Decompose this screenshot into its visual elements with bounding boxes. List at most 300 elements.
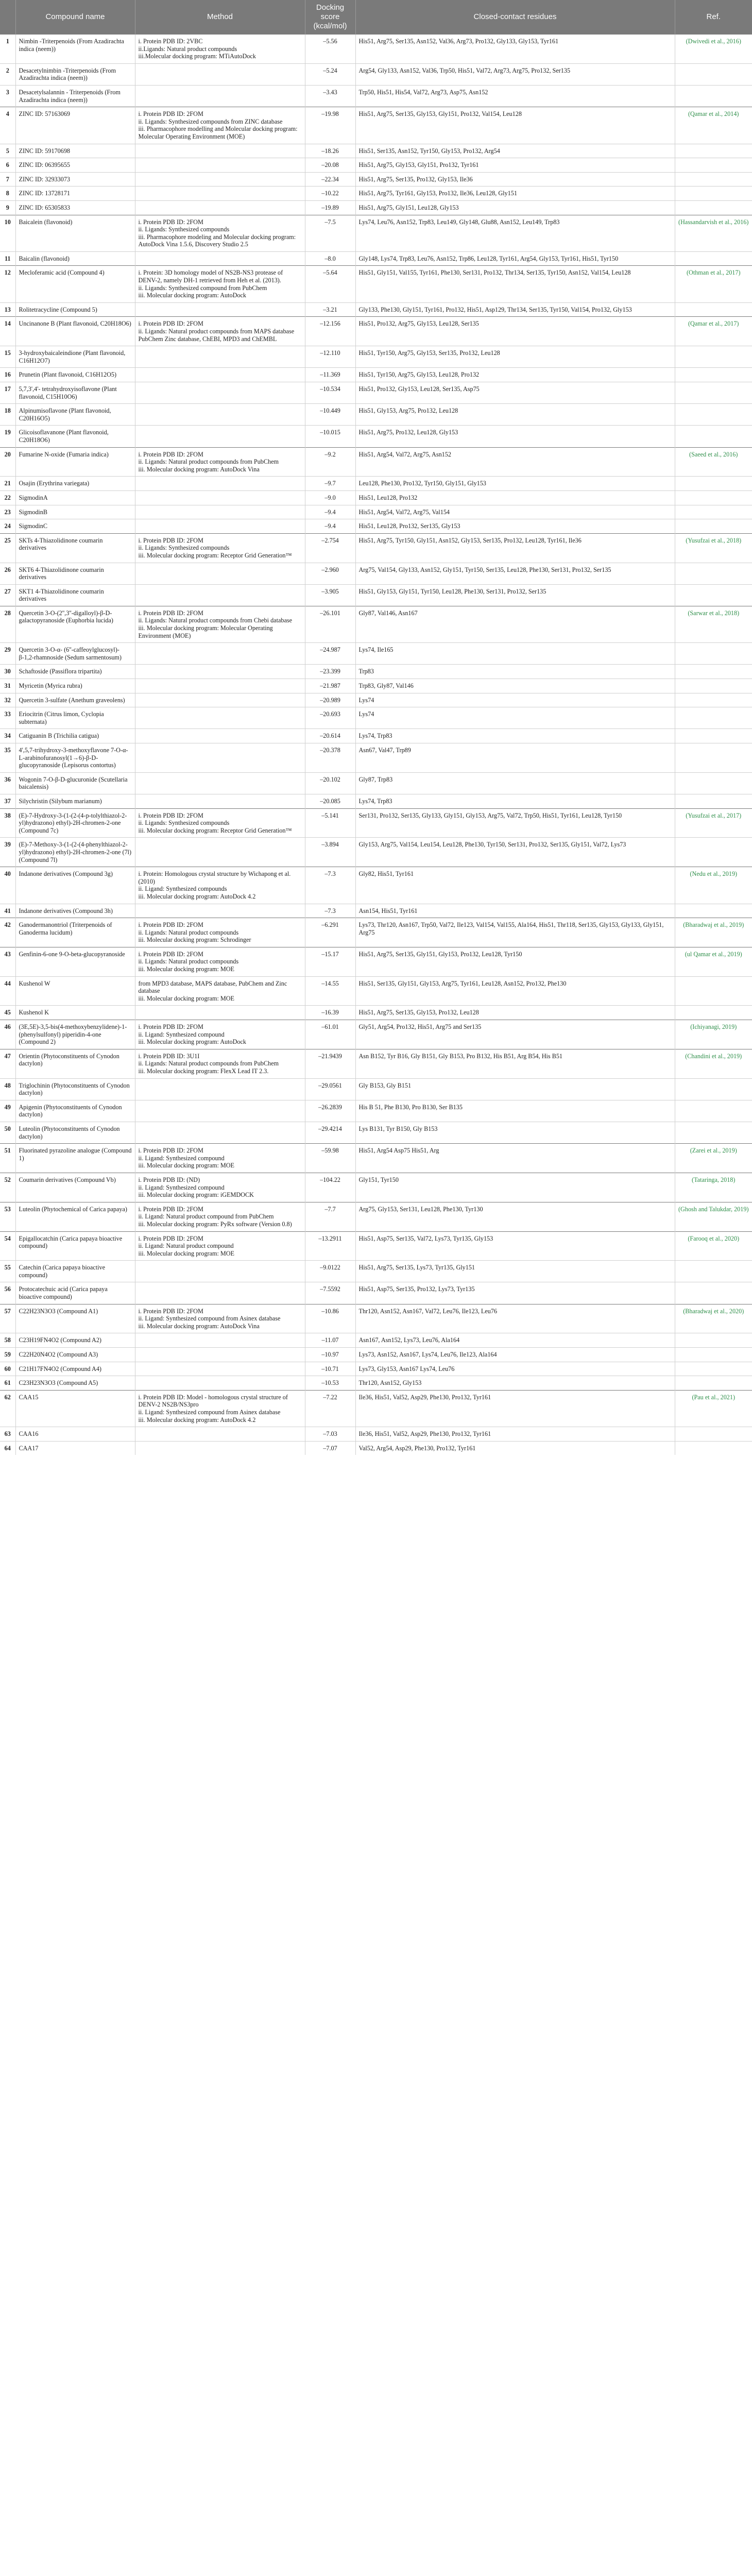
reference-link[interactable]: (Saeed et al., 2016) xyxy=(675,447,752,477)
reference-link xyxy=(675,665,752,679)
compound-name: (E)-7-Methoxy-3-(1-(2-(4-phenylthiazol-2-yl)hydrazono) ethyl)-2H-chromen-2-one (7l) (Compound 7l) xyxy=(15,838,135,867)
contact-residues: Trp50, His51, His54, Val72, Arg73, Asp75, Asn152 xyxy=(355,85,675,107)
method-cell xyxy=(135,707,305,729)
table-row xyxy=(0,1020,752,1049)
compound-name: Rolitetracycline (Compound 5) xyxy=(15,302,135,317)
row-number: 57 xyxy=(0,1304,15,1333)
reference-link xyxy=(675,1362,752,1376)
docking-score: –11.369 xyxy=(305,368,355,382)
docking-score: –7.03 xyxy=(305,1427,355,1442)
reference-link xyxy=(675,693,752,707)
method-cell xyxy=(135,838,305,867)
method-cell xyxy=(135,144,305,158)
docking-score: –10.53 xyxy=(305,1376,355,1391)
contact-residues: His51, Asp75, Ser135, Pro132, Lys73, Tyr135 xyxy=(355,1282,675,1304)
row-number: 10 xyxy=(0,215,15,251)
reference-link[interactable]: (Hassandarvish et al., 2016) xyxy=(675,215,752,251)
reference-link[interactable]: (Othman et al., 2017) xyxy=(675,266,752,302)
docking-score: –29.0561 xyxy=(305,1078,355,1100)
docking-score: –12.110 xyxy=(305,346,355,368)
docking-score: –20.693 xyxy=(305,707,355,729)
method-cell xyxy=(135,404,305,426)
row-number: 28 xyxy=(0,606,15,642)
method-cell xyxy=(135,1348,305,1362)
compound-name: Baicalin (flavonoid) xyxy=(15,251,135,266)
table-header xyxy=(0,0,752,35)
table-row xyxy=(0,794,752,808)
row-number: 36 xyxy=(0,772,15,794)
docking-score: –16.39 xyxy=(305,1006,355,1020)
compound-name: ZINC ID: 57163069 xyxy=(15,107,135,144)
table-row xyxy=(0,346,752,368)
docking-score: –26.101 xyxy=(305,606,355,642)
contact-residues: Val52, Arg54, Asp29, Phe130, Pro132, Tyr161 xyxy=(355,1441,675,1455)
compound-name: Luteolin (Phytochemical of Carica papaya) xyxy=(15,1202,135,1231)
docking-score: –19.98 xyxy=(305,107,355,144)
compound-name: C21H17FN4O2 (Compound A4) xyxy=(15,1362,135,1376)
compound-name: ZINC ID: 32933073 xyxy=(15,172,135,187)
table-row xyxy=(0,490,752,505)
compound-name: Triglochinin (Phytoconstituents of Cynodon dactylon) xyxy=(15,1078,135,1100)
reference-link[interactable]: (Ichiyanagi, 2019) xyxy=(675,1020,752,1049)
table-row xyxy=(0,743,752,773)
header-method: Method xyxy=(135,0,305,35)
compound-name: 3-hydroxybaicaleindione (Plant flavonoid, C16H12O7) xyxy=(15,346,135,368)
table-row xyxy=(0,1376,752,1391)
method-cell xyxy=(135,505,305,519)
method-cell xyxy=(135,693,305,707)
method-cell xyxy=(135,584,305,606)
reference-link[interactable]: (Sarwar et al., 2018) xyxy=(675,606,752,642)
table-row xyxy=(0,533,752,563)
contact-residues: His51, Arg75, Gly153, Gly151, Pro132, Tyr161 xyxy=(355,158,675,173)
compound-name: Desacetylsalannin - Triterpenoids (From Azadirachta indica (neem)) xyxy=(15,85,135,107)
compound-name: Genfinin-6-one 9-O-beta-glucopyranoside xyxy=(15,947,135,976)
table-row xyxy=(0,1006,752,1020)
table-row xyxy=(0,63,752,85)
reference-link xyxy=(675,1333,752,1348)
contact-residues: Lys74, Trp83 xyxy=(355,794,675,808)
method-cell xyxy=(135,1427,305,1442)
contact-residues: His51, Gly151, Val155, Tyr161, Phe130, Ser131, Pro132, Thr134, Ser135, Tyr150, Asn152, Val154, Leu128 xyxy=(355,266,675,302)
row-number: 1 xyxy=(0,35,15,64)
row-number: 24 xyxy=(0,519,15,534)
row-number: 63 xyxy=(0,1427,15,1442)
table-row xyxy=(0,368,752,382)
method-cell xyxy=(135,187,305,201)
reference-link xyxy=(675,404,752,426)
contact-residues: His51, Arg75, Ser135, Asn152, Val36, Arg73, Pro132, Gly133, Gly153, Tyr161 xyxy=(355,35,675,64)
method-cell: i. Protein PDB ID: 2FOM ii. Ligands: Synthesized compounds iii. Molecular docking program: Receptor Grid Generation™ xyxy=(135,533,305,563)
method-cell: i. Protein PDB ID: 2FOM ii. Ligand: Natural product compound from PubChem iii. Molecular docking program: PyRx software (Version 0.8) xyxy=(135,1202,305,1231)
row-number: 60 xyxy=(0,1362,15,1376)
reference-link[interactable]: (Chandini et al., 2019) xyxy=(675,1049,752,1078)
contact-residues: His51, Arg54 Asp75 His51, Arg xyxy=(355,1144,675,1173)
method-cell xyxy=(135,904,305,918)
compound-name: Ganodermanontriol (Triterpenoids of Ganoderma lucidum) xyxy=(15,918,135,947)
reference-link xyxy=(675,426,752,447)
method-cell: i. Protein PDB ID: 2FOM ii. Ligands: Natural product compounds iii. Molecular docking program: MOE xyxy=(135,947,305,976)
reference-link xyxy=(675,63,752,85)
method-cell: i. Protein PDB ID: 2FOM ii. Ligands: Natural product compounds from Chebi database iii. Molecular docking program: Molecular Operating Environment (MOE) xyxy=(135,606,305,642)
reference-link xyxy=(675,1100,752,1122)
table-row xyxy=(0,1144,752,1173)
docking-score: –20.08 xyxy=(305,158,355,173)
compound-name: (E)-7-Hydroxy-3-(1-(2-(4-p-tolylthiazol-2-yl)hydrazono) ethyl)-2H-chromen-2-one (Compound 7c) xyxy=(15,808,135,838)
docking-score: –10.22 xyxy=(305,187,355,201)
row-number: 29 xyxy=(0,643,15,665)
compound-name: Glicoisoflavanone (Plant flavonoid, C20H18O6) xyxy=(15,426,135,447)
reference-link xyxy=(675,743,752,773)
reference-link xyxy=(675,563,752,584)
compound-name: Fluorinated pyrazoline analogue (Compound 1) xyxy=(15,1144,135,1173)
docking-score: –7.5 xyxy=(305,215,355,251)
compound-name: Protocatechuic acid (Carica papaya bioactive compound) xyxy=(15,1282,135,1304)
reference-link xyxy=(675,172,752,187)
table-row xyxy=(0,729,752,743)
compound-name: CAA17 xyxy=(15,1441,135,1455)
compound-name: Catechin (Carica papaya bioactive compound) xyxy=(15,1261,135,1282)
table-row xyxy=(0,643,752,665)
reference-link xyxy=(675,158,752,173)
row-number: 44 xyxy=(0,976,15,1006)
compound-name: ZINC ID: 65305833 xyxy=(15,200,135,215)
table-row xyxy=(0,665,752,679)
contact-residues: Gly153, Arg75, Val154, Leu154, Leu128, Phe130, Tyr150, Ser131, Pro132, Ser135, Gly151, Val72, Lys73 xyxy=(355,838,675,867)
row-number: 34 xyxy=(0,729,15,743)
compound-name: Orientin (Phytoconstituents of Cynodon dactylon) xyxy=(15,1049,135,1078)
reference-link[interactable]: (Zarei et al., 2019) xyxy=(675,1144,752,1173)
table-row xyxy=(0,584,752,606)
table-row xyxy=(0,563,752,584)
method-cell: i. Protein PDB ID: 2FOM ii. Ligand: Synthesized compound iii. Molecular docking program: MOE xyxy=(135,1144,305,1173)
contact-residues: Gly87, Trp83 xyxy=(355,772,675,794)
method-cell xyxy=(135,794,305,808)
docking-score: –10.449 xyxy=(305,404,355,426)
docking-score: –104.22 xyxy=(305,1173,355,1202)
docking-score: –2.960 xyxy=(305,563,355,584)
method-cell: i. Protein: 3D homology model of NS2B-NS3 protease of DENV-2, namely DH-1 retrieved from Heh et al. (2013). ii. Ligands: Synthesized compound from PubChem iii. Molecular docking program: AutoDock xyxy=(135,266,305,302)
row-number: 30 xyxy=(0,665,15,679)
table-row xyxy=(0,693,752,707)
method-cell: i. Protein PDB ID: 2FOM ii. Ligands: Natural product compounds from MAPS database PubChem Zinc database, ChEBI, MPD3 and ChEMBL xyxy=(135,317,305,346)
row-number: 8 xyxy=(0,187,15,201)
compound-name: SKT1 4-Thiazolidinone coumarin derivatives xyxy=(15,584,135,606)
contact-residues: Lys74 xyxy=(355,693,675,707)
compound-name: Coumarin derivatives (Compound Vb) xyxy=(15,1173,135,1202)
table-row xyxy=(0,867,752,904)
contact-residues: His51, Tyr150, Arg75, Gly153, Leu128, Pro132 xyxy=(355,368,675,382)
method-cell xyxy=(135,519,305,534)
contact-residues: His51, Asp75, Ser135, Val72, Lys73, Tyr135, Gly153 xyxy=(355,1231,675,1261)
reference-link[interactable]: (Dwivedi et al., 2016) xyxy=(675,35,752,64)
reference-link[interactable]: (Yusufzai et al., 2017) xyxy=(675,808,752,838)
table-row xyxy=(0,302,752,317)
contact-residues: His51, Arg75, Gly151, Leu128, Gly153 xyxy=(355,200,675,215)
table-body xyxy=(0,35,752,1455)
contact-residues: His51, Tyr150, Arg75, Gly153, Ser135, Pro132, Leu128 xyxy=(355,346,675,368)
docking-score: –22.34 xyxy=(305,172,355,187)
reference-link xyxy=(675,187,752,201)
compound-name: SKTs 4-Thiazolidinone coumarin derivatives xyxy=(15,533,135,563)
reference-link xyxy=(675,200,752,215)
method-cell xyxy=(135,85,305,107)
docking-score: –7.5592 xyxy=(305,1282,355,1304)
row-number: 53 xyxy=(0,1202,15,1231)
docking-score: –9.4 xyxy=(305,505,355,519)
reference-link xyxy=(675,144,752,158)
row-number: 20 xyxy=(0,447,15,477)
table-row xyxy=(0,1427,752,1442)
compound-name: Prunetin (Plant flavonoid, C16H12O5) xyxy=(15,368,135,382)
compound-name: Alpinumisoflavone (Plant flavonoid, C20H16O5) xyxy=(15,404,135,426)
compound-name: Catiguanin B (Trichilia catigua) xyxy=(15,729,135,743)
contact-residues: His51, Leu128, Pro132, Ser135, Gly153 xyxy=(355,519,675,534)
reference-link[interactable]: (Qamar et al., 2014) xyxy=(675,107,752,144)
compound-name: Silychristin (Silybum marianum) xyxy=(15,794,135,808)
contact-residues: His51, Arg75, Ser135, Gly153, Pro132, Leu128 xyxy=(355,1006,675,1020)
docking-score: –10.71 xyxy=(305,1362,355,1376)
contact-residues: His51, Gly153, Arg75, Pro132, Leu128 xyxy=(355,404,675,426)
table-row xyxy=(0,426,752,447)
docking-score: –18.26 xyxy=(305,144,355,158)
reference-link xyxy=(675,838,752,867)
table-row xyxy=(0,215,752,251)
contact-residues: Arg54, Gly133, Asn152, Val36, Trp50, His51, Val72, Arg73, Arg75, Pro132, Ser135 xyxy=(355,63,675,85)
contact-residues: His51, Gly153, Gly151, Tyr150, Leu128, Phe130, Ser131, Pro132, Ser135 xyxy=(355,584,675,606)
contact-residues: Gly87, Val146, Asn167 xyxy=(355,606,675,642)
reference-link[interactable]: (Yusufzai et al., 2018) xyxy=(675,533,752,563)
table-row xyxy=(0,187,752,201)
table-row xyxy=(0,382,752,404)
row-number: 23 xyxy=(0,505,15,519)
method-cell xyxy=(135,1006,305,1020)
reference-link xyxy=(675,1348,752,1362)
table-row xyxy=(0,477,752,491)
docking-score: –21.987 xyxy=(305,679,355,693)
reference-link xyxy=(675,1261,752,1282)
contact-residues: Lys73, Thr120, Asn167, Trp50, Val72, Ile123, Val154, Val155, Ala164, His51, Thr118, Ser135, Gly153, Gly133, Gly151, Arg75 xyxy=(355,918,675,947)
reference-link[interactable]: (Farooq et al., 2020) xyxy=(675,1231,752,1261)
contact-residues: Ser131, Pro132, Ser135, Gly133, Gly151, Gly153, Arg75, Val72, Trp50, His51, Tyr161, Leu128, Tyr150 xyxy=(355,808,675,838)
table-row xyxy=(0,266,752,302)
method-cell xyxy=(135,346,305,368)
row-number: 13 xyxy=(0,302,15,317)
reference-link xyxy=(675,1427,752,1442)
reference-link xyxy=(675,368,752,382)
reference-link xyxy=(675,1122,752,1143)
row-number: 37 xyxy=(0,794,15,808)
docking-score: –7.7 xyxy=(305,1202,355,1231)
docking-score: –6.291 xyxy=(305,918,355,947)
header-index xyxy=(0,0,15,35)
row-number: 32 xyxy=(0,693,15,707)
reference-link xyxy=(675,1441,752,1455)
reference-link xyxy=(675,976,752,1006)
table-row xyxy=(0,1304,752,1333)
table-row xyxy=(0,251,752,266)
row-number: 59 xyxy=(0,1348,15,1362)
reference-link xyxy=(675,519,752,534)
reference-link xyxy=(675,1282,752,1304)
docking-score: –3.21 xyxy=(305,302,355,317)
compound-name: Schaftoside (Passiflora tripartita) xyxy=(15,665,135,679)
table-row xyxy=(0,1202,752,1231)
reference-link xyxy=(675,1078,752,1100)
table-row xyxy=(0,1390,752,1427)
reference-link xyxy=(675,490,752,505)
table-row xyxy=(0,606,752,642)
method-cell: i. Protein PDB ID: 2FOM ii. Ligand: Natural product compound iii. Molecular docking program: MOE xyxy=(135,1231,305,1261)
contact-residues: His51, Arg75, Ser135, Gly151, Gly153, Pro132, Leu128, Tyr150 xyxy=(355,947,675,976)
compound-name: CAA16 xyxy=(15,1427,135,1442)
reference-link xyxy=(675,1006,752,1020)
reference-link xyxy=(675,85,752,107)
contact-residues: Gly148, Lys74, Trp83, Leu76, Asn152, Trp86, Leu128, Tyr161, Arg54, Gly153, Tyr161, His51, Tyr150 xyxy=(355,251,675,266)
reference-link xyxy=(675,1376,752,1391)
contact-residues: Asn B152, Tyr B16, Gly B151, Gly B153, Pro B132, His B51, Arg B54, His B51 xyxy=(355,1049,675,1078)
contact-residues: Leu128, Phe130, Pro132, Tyr150, Gly151, Gly153 xyxy=(355,477,675,491)
contact-residues: Gly133, Phe130, Gly151, Tyr161, Pro132, His51, Asp129, Thr134, Ser135, Tyr150, Val154, Pro132, Gly153 xyxy=(355,302,675,317)
compound-name: C23H19FN4O2 (Compound A2) xyxy=(15,1333,135,1348)
row-number: 42 xyxy=(0,918,15,947)
row-number: 9 xyxy=(0,200,15,215)
table-row xyxy=(0,707,752,729)
method-cell xyxy=(135,1100,305,1122)
method-cell xyxy=(135,1122,305,1143)
method-cell xyxy=(135,563,305,584)
row-number: 33 xyxy=(0,707,15,729)
reference-link[interactable]: (Bharadwaj et al., 2020) xyxy=(675,1304,752,1333)
method-cell: from MPD3 database, MAPS database, PubChem and Zinc database iii. Molecular docking program: MOE xyxy=(135,976,305,1006)
contact-residues: Lys74, Ile165 xyxy=(355,643,675,665)
table-row xyxy=(0,1261,752,1282)
reference-link xyxy=(675,679,752,693)
docking-score: –5.56 xyxy=(305,35,355,64)
row-number: 18 xyxy=(0,404,15,426)
row-number: 21 xyxy=(0,477,15,491)
row-number: 56 xyxy=(0,1282,15,1304)
row-number: 52 xyxy=(0,1173,15,1202)
method-cell: i. Protein PDB ID: (ND) ii. Ligand: Synthesized compound iii. Molecular docking program: iGEMDOCK xyxy=(135,1173,305,1202)
compound-name: 4',5,7-trihydroxy-3-methoxyflavone 7-O-α-L-arabinofuranosyl(1→6)-β-D-glucopyranoside (Lepisorus contortus) xyxy=(15,743,135,773)
table-row xyxy=(0,1362,752,1376)
docking-score: –26.2839 xyxy=(305,1100,355,1122)
method-cell xyxy=(135,302,305,317)
contact-residues: Lys B131, Tyr B150, Gly B153 xyxy=(355,1122,675,1143)
contact-residues: His51, Pro132, Arg75, Gly153, Leu128, Ser135 xyxy=(355,317,675,346)
docking-score: –20.102 xyxy=(305,772,355,794)
docking-score: –7.3 xyxy=(305,867,355,904)
method-cell: i. Protein PDB ID: 2FOM ii. Ligands: Synthesized compounds iii. Pharmacophore modeling and Molecular docking program: AutoDock Vina 1.5.6, Discovery Studio 2.5 xyxy=(135,215,305,251)
compound-name: Wogonin 7-O-β-D-glucuronide (Scutellaria baicalensis) xyxy=(15,772,135,794)
compound-name: SigmodinC xyxy=(15,519,135,534)
table-row xyxy=(0,35,752,64)
compound-name: ZINC ID: 13728171 xyxy=(15,187,135,201)
reference-link[interactable]: (Qamar et al., 2017) xyxy=(675,317,752,346)
docking-score: –29.4214 xyxy=(305,1122,355,1143)
reference-link[interactable]: (Bharadwaj et al., 2019) xyxy=(675,918,752,947)
reference-link[interactable]: (Pau et al., 2021) xyxy=(675,1390,752,1427)
method-cell xyxy=(135,63,305,85)
docking-score: –10.015 xyxy=(305,426,355,447)
contact-residues: Lys74, Trp83 xyxy=(355,729,675,743)
compound-name: 5,7,3',4'- tetrahydroxyisoflavone (Plant flavonoid, C15H10O6) xyxy=(15,382,135,404)
row-number: 27 xyxy=(0,584,15,606)
reference-link xyxy=(675,729,752,743)
method-cell: i. Protein PDB ID: 2FOM ii. Ligands: Synthesized compounds from ZINC database iii. Pharmacophore modelling and Molecular docking program: Molecular Operating Environment (MOE) xyxy=(135,107,305,144)
reference-link xyxy=(675,794,752,808)
compound-name: Quercetin 3-sulfate (Anethum graveolens) xyxy=(15,693,135,707)
table-row xyxy=(0,808,752,838)
reference-link xyxy=(675,302,752,317)
docking-score: –13.2911 xyxy=(305,1231,355,1261)
header-ref: Ref. xyxy=(675,0,752,35)
contact-residues: His51, Arg54, Val72, Arg75, Asn152 xyxy=(355,447,675,477)
docking-score: –23.399 xyxy=(305,665,355,679)
docking-score: –61.01 xyxy=(305,1020,355,1049)
table-row xyxy=(0,679,752,693)
docking-score: –20.085 xyxy=(305,794,355,808)
row-number: 2 xyxy=(0,63,15,85)
compound-name: Nimbin -Triterpenoids (From Azadirachta indica (neem)) xyxy=(15,35,135,64)
docking-score: –19.89 xyxy=(305,200,355,215)
docking-score: –10.97 xyxy=(305,1348,355,1362)
row-number: 12 xyxy=(0,266,15,302)
compound-name: Uncinanone B (Plant flavonoid, C20H18O6) xyxy=(15,317,135,346)
compound-name: Kushenol W xyxy=(15,976,135,1006)
compound-name: Fumarine N-oxide (Fumaria indica) xyxy=(15,447,135,477)
reference-link[interactable]: (Nedu et al., 2019) xyxy=(675,867,752,904)
table-row xyxy=(0,918,752,947)
contact-residues: Thr120, Asn152, Gly153 xyxy=(355,1376,675,1391)
reference-link[interactable]: (ul Qamar et al., 2019) xyxy=(675,947,752,976)
contact-residues: His51, Pro132, Gly153, Leu128, Ser135, Asp75 xyxy=(355,382,675,404)
reference-link[interactable]: (Tataringa, 2018) xyxy=(675,1173,752,1202)
row-number: 16 xyxy=(0,368,15,382)
compound-name: Eriocitrin (Citrus limon, Cyclopia subternata) xyxy=(15,707,135,729)
compound-name: Quercetin 3-O-(2'',3''-digalloyl)-β-D-galactopyranoside (Euphorbia lucida) xyxy=(15,606,135,642)
contact-residues: Ile36, His51, Val52, Asp29, Phe130, Pro132, Tyr161 xyxy=(355,1427,675,1442)
reference-link xyxy=(675,382,752,404)
reference-link xyxy=(675,346,752,368)
contact-residues: Gly82, His51, Tyr161 xyxy=(355,867,675,904)
docking-score: –8.0 xyxy=(305,251,355,266)
table-row xyxy=(0,1348,752,1362)
row-number: 31 xyxy=(0,679,15,693)
contact-residues: Gly51, Arg54, Pro132, His51, Arg75 and Ser135 xyxy=(355,1020,675,1049)
reference-link[interactable]: (Ghosh and Talukdar, 2019) xyxy=(675,1202,752,1231)
table-row xyxy=(0,519,752,534)
reference-link xyxy=(675,251,752,266)
compound-name: Kushenol K xyxy=(15,1006,135,1020)
row-number: 38 xyxy=(0,808,15,838)
compound-name: C22H20N4O2 (Compound A3) xyxy=(15,1348,135,1362)
row-number: 50 xyxy=(0,1122,15,1143)
method-cell xyxy=(135,368,305,382)
row-number: 58 xyxy=(0,1333,15,1348)
docking-score: –9.4 xyxy=(305,519,355,534)
table-row xyxy=(0,1078,752,1100)
method-cell xyxy=(135,729,305,743)
method-cell xyxy=(135,251,305,266)
method-cell: i. Protein PDB ID: 2FOM ii. Ligands: Natural product compounds iii. Molecular docking program: Schrodinger xyxy=(135,918,305,947)
docking-score: –3.894 xyxy=(305,838,355,867)
row-number: 15 xyxy=(0,346,15,368)
table-row xyxy=(0,947,752,976)
method-cell xyxy=(135,200,305,215)
docking-score: –11.07 xyxy=(305,1333,355,1348)
